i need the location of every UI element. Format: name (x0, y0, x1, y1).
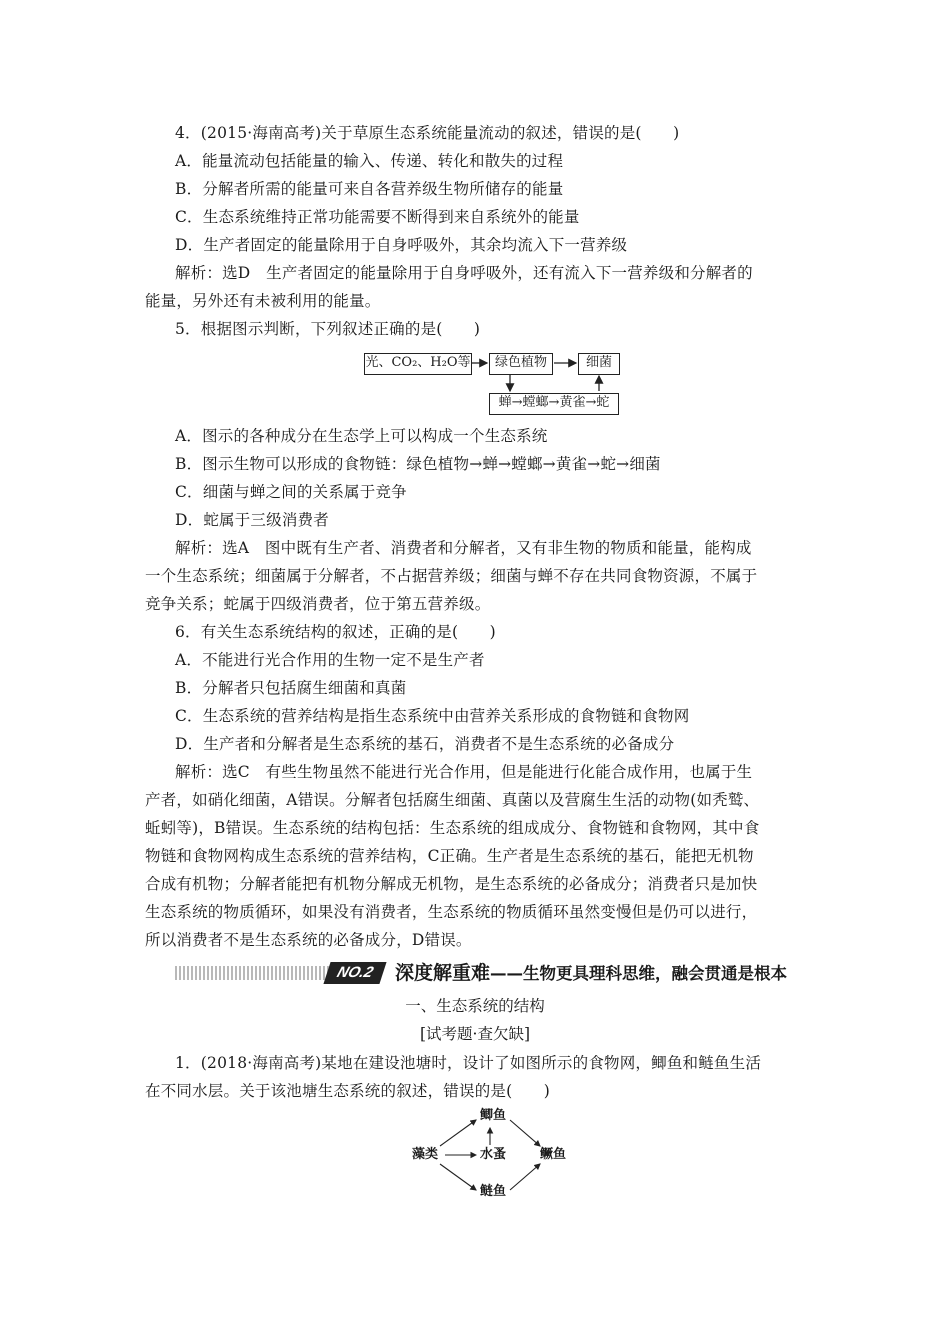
node-algae: 藻类 (412, 1147, 439, 1162)
node-mandarin-fish: 鳜鱼 (540, 1147, 567, 1162)
arrow-crucian-to-mandarin (510, 1120, 540, 1146)
q6-analysis-line: 解析：选C 有些生物虽然不能进行光合作用，但是能进行化能合成作用，也属于生 (175, 763, 753, 781)
bacteria-box: 细菌 (578, 353, 620, 375)
q6-option-a: A．不能进行光合作用的生物一定不是生产者 (175, 651, 485, 669)
q6-analysis-line: 产者，如硝化细菌，A错误。分解者包括腐生细菌、真菌以及营腐生生活的动物(如秃鹫、 (145, 791, 760, 809)
q1-stem-line: 1．(2018·海南高考)某地在建设池塘时，设计了如图所示的食物网，鲫鱼和鲢鱼生活 (175, 1054, 762, 1072)
q5-analysis-line: 一个生态系统；细菌属于分解者，不占据营养级；细菌与蝉不存在共同食物资源，不属于 (145, 567, 758, 585)
q4-option-d: D．生产者固定的能量除用于自身呼吸外，其余均流入下一营养级 (175, 236, 628, 254)
banner-badge: NO.2 (323, 962, 386, 984)
q5-stem: 5．根据图示判断，下列叙述正确的是( ) (175, 320, 481, 338)
q6-analysis-line: 合成有机物；分解者能把有机物分解成无机物，是生态系统的必备成分；消费者只是加快 (145, 875, 758, 893)
q5-option-b: B．图示生物可以形成的食物链：绿色植物→蝉→螳螂→黄雀→蛇→细菌 (175, 455, 661, 473)
q6-option-b: B．分解者只包括腐生细菌和真菌 (175, 679, 407, 697)
q6-analysis-line: 所以消费者不是生态系统的必备成分，D错误。 (145, 931, 472, 949)
banner-title (395, 960, 787, 987)
arrow-algae-to-crucian (440, 1120, 476, 1146)
q6-analysis-line: 蚯蚓等)，B错误。生态系统的结构包括：生态系统的组成成分、食物链和食物网，其中食 (145, 819, 760, 837)
q1-stem-line: 在不同水层。关于该池塘生态系统的叙述，错误的是( ) (145, 1082, 550, 1100)
section-heading: 一、生态系统的结构 (405, 997, 545, 1015)
banner-title-main: 深度解重难 (395, 962, 491, 984)
q4-option-a: A．能量流动包括能量的输入、传递、转化和散失的过程 (175, 152, 564, 170)
q5-option-d: D．蛇属于三级消费者 (175, 511, 329, 529)
q4-option-b: B．分解者所需的能量可来自各营养级生物所储存的能量 (175, 180, 564, 198)
q6-analysis-line: 物链和食物网构成生态系统的营养结构，C正确。生产者是生态系统的基石，能把无机物 (145, 847, 754, 865)
banner-stripes (175, 966, 330, 980)
q5-analysis-line: 解析：选A 图中既有生产者、消费者和分解者，又有非生物的物质和能量，能构成 (175, 539, 752, 557)
arrow-algae-to-silver (440, 1164, 476, 1190)
food-chain-box: 蝉→螳螂→黄雀→蛇 (489, 393, 619, 415)
node-water-flea: 水蚤 (480, 1147, 507, 1162)
q5-option-c: C．细菌与蝉之间的关系属于竞争 (175, 483, 407, 501)
banner-subtitle: ——生物更具理科思维，融会贯通是根本 (490, 964, 788, 983)
q6-option-d: D．生产者和分解者是生态系统的基石，消费者不是生态系统的必备成分 (175, 735, 675, 753)
q5-option-a: A．图示的各种成分在生态学上可以构成一个生态系统 (175, 427, 548, 445)
q4-stem: 4．(2015·海南高考)关于草原生态系统能量流动的叙述，错误的是( ) (175, 124, 680, 142)
q4-analysis-line: 解析：选D 生产者固定的能量除用于自身呼吸外，还有流入下一营养级和分解者的 (175, 264, 753, 282)
q4-option-c: C．生态系统维持正常功能需要不断得到来自系统外的能量 (175, 208, 580, 226)
q6-analysis-line: 生态系统的物质循环，如果没有消费者，生态系统的物质循环虽然变慢但是仍可以进行， (145, 903, 758, 921)
q5-analysis-line: 竞争关系；蛇属于四级消费者，位于第五营养级。 (145, 595, 491, 613)
section-banner (175, 960, 788, 988)
q6-stem: 6．有关生态系统结构的叙述，正确的是( ) (175, 623, 496, 641)
section-subheading: [试考题·查欠缺] (419, 1025, 531, 1043)
food-web-arrows (400, 1100, 580, 1210)
q6-option-c: C．生态系统的营养结构是指生态系统中由营养关系形成的食物链和食物网 (175, 707, 690, 725)
abiotic-factors-box: 光、CO₂、H₂O等 (364, 353, 472, 375)
q4-analysis-line: 能量，另外还有未被利用的能量。 (145, 292, 381, 310)
node-silver-carp: 鲢鱼 (480, 1184, 507, 1199)
green-plant-box: 绿色植物 (489, 353, 553, 375)
node-crucian-carp: 鲫鱼 (480, 1108, 507, 1123)
arrow-silver-to-mandarin (510, 1164, 540, 1190)
flow-arrows (360, 348, 630, 420)
